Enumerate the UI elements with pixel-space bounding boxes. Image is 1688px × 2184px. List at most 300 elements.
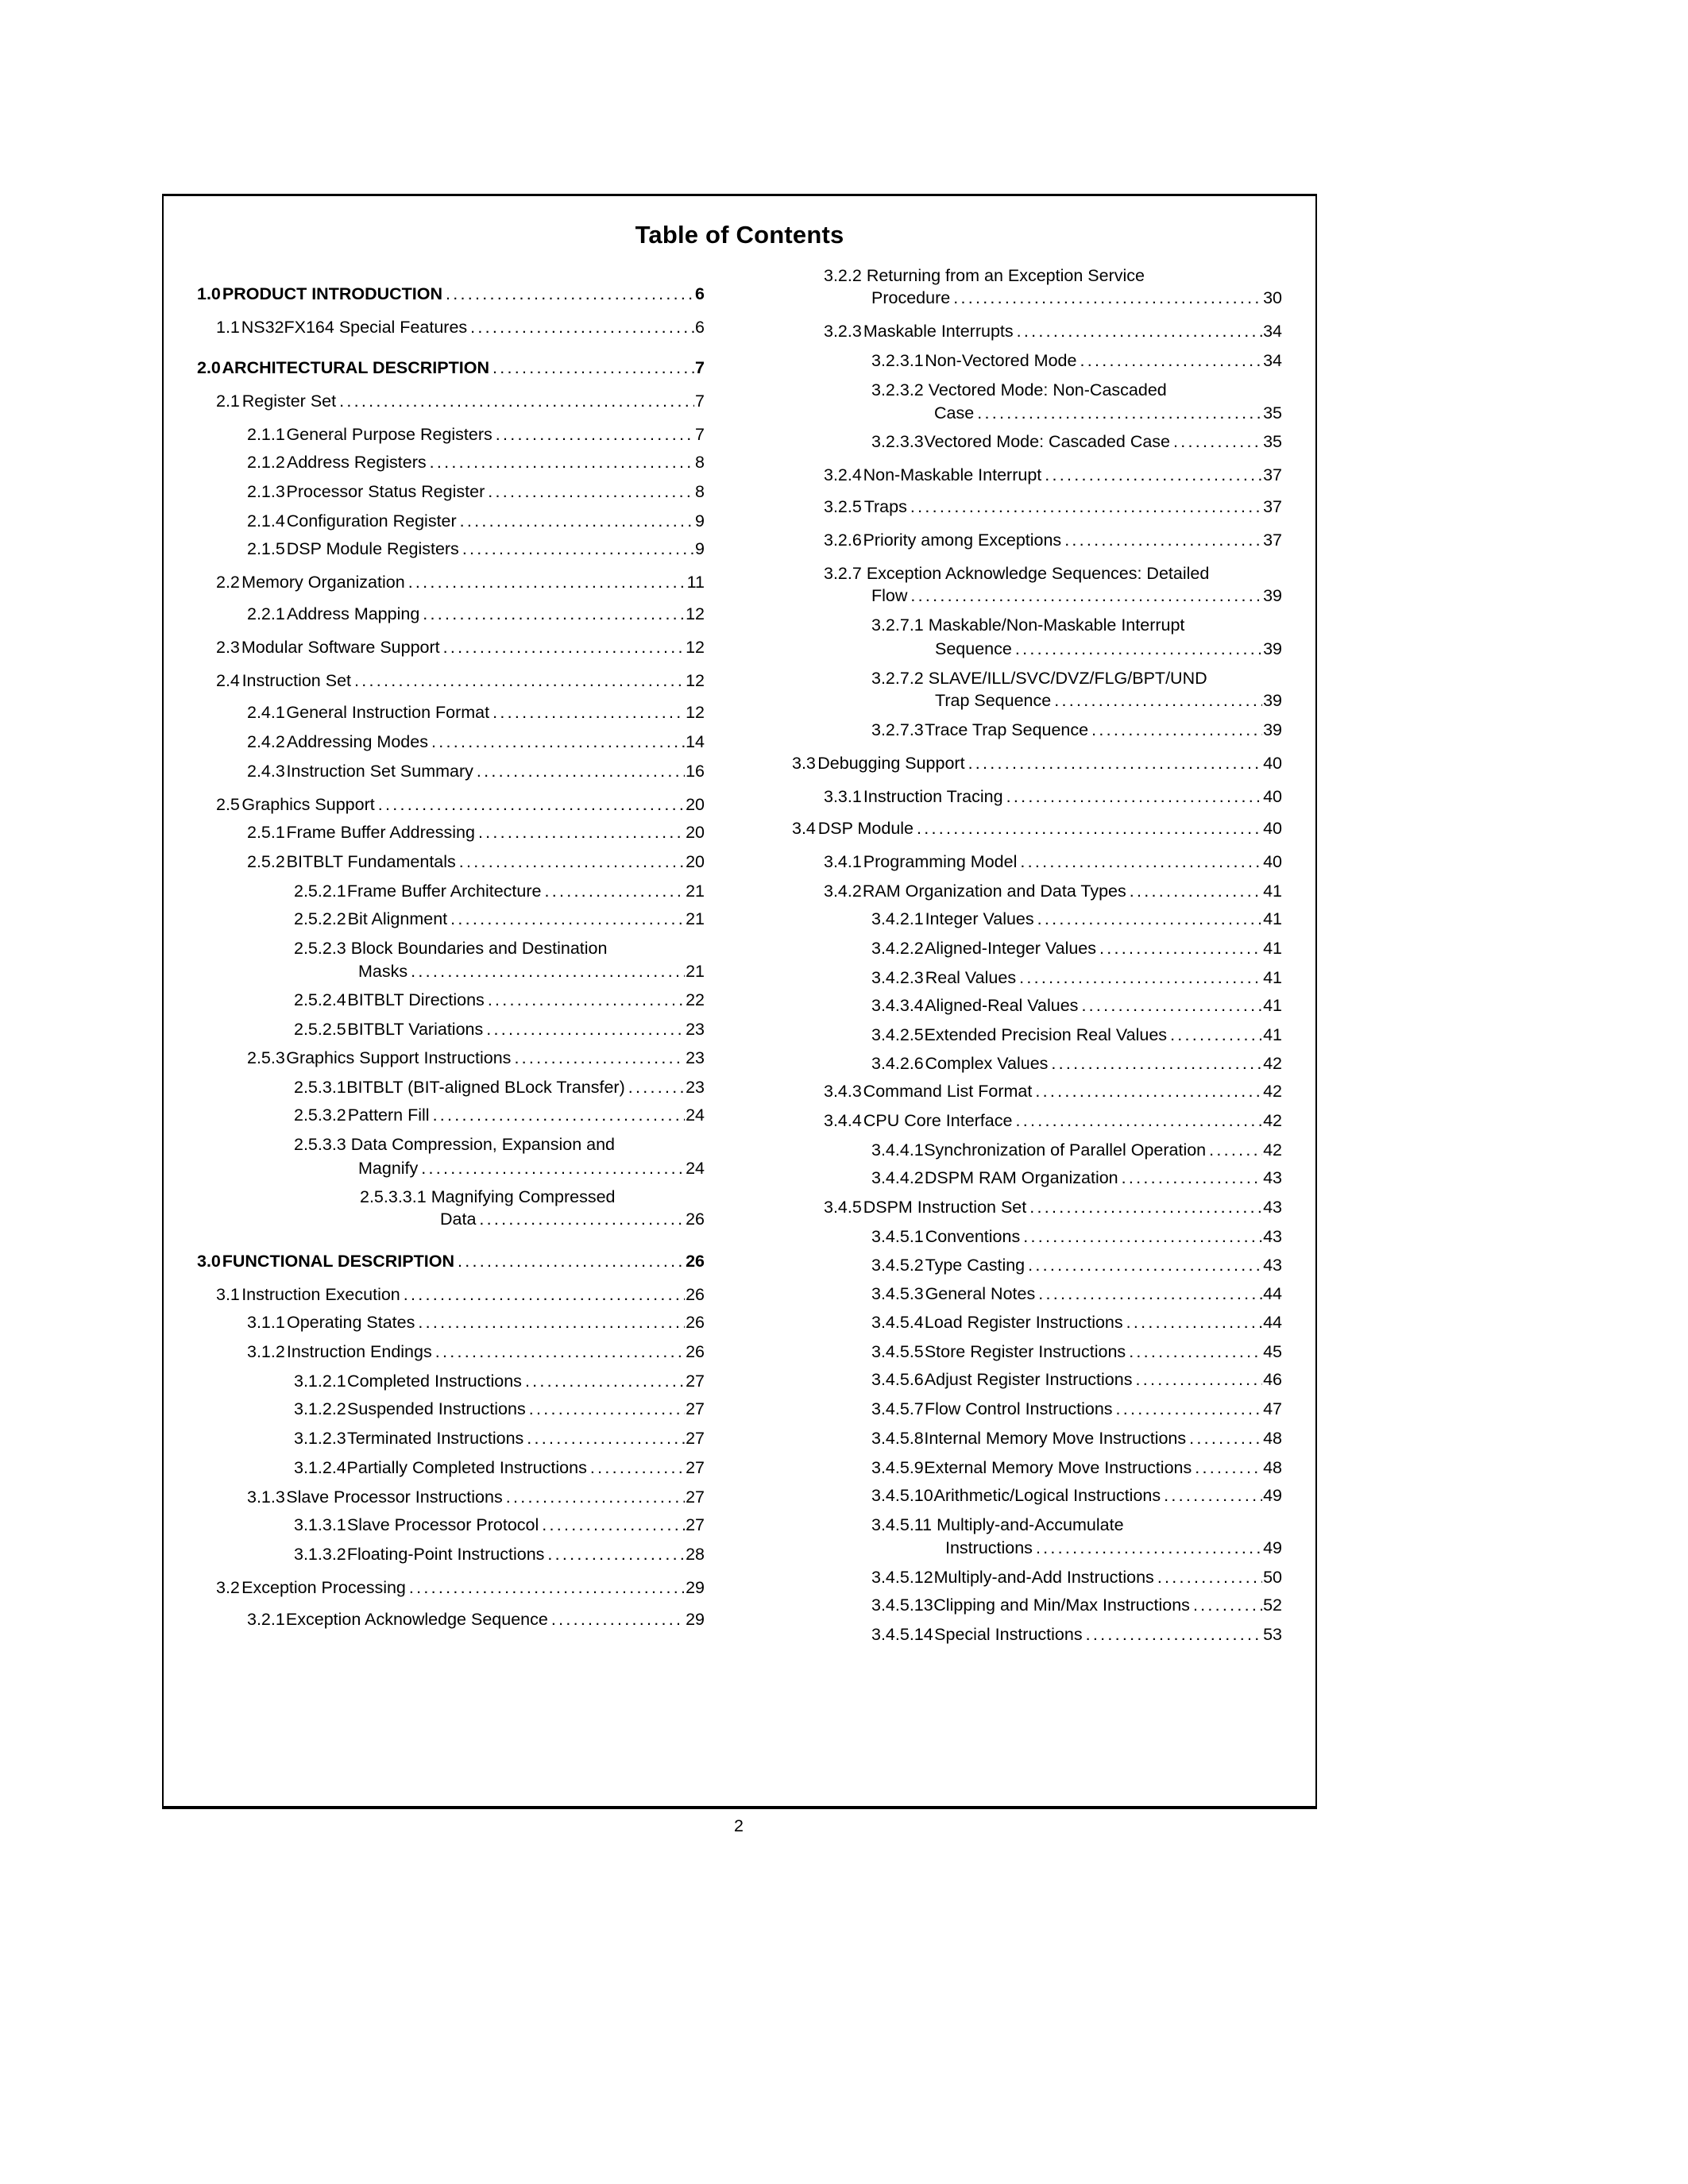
page-ref: 26 [686, 1342, 705, 1361]
section-title: Instruction Endings [286, 1342, 432, 1361]
page-ref: 7 [695, 425, 705, 444]
page-ref: 12 [686, 604, 705, 623]
page-ref: 37 [1263, 497, 1282, 516]
page-ref: 45 [1263, 1342, 1282, 1361]
section-title: Vectored Mode: Cascaded Case [924, 432, 1171, 451]
section-number: 3.4.5.5 [871, 1342, 924, 1361]
section-title: Returning from an Exception Service [866, 266, 1145, 285]
page-ref: 12 [686, 671, 705, 690]
page-ref: 23 [686, 1020, 705, 1039]
dot-leader [1193, 1595, 1262, 1615]
toc-entry[interactable] [247, 538, 705, 559]
toc-entry[interactable] [871, 938, 1282, 959]
page-ref: 30 [1263, 288, 1282, 307]
dot-leader [486, 1019, 685, 1040]
section-number: 2.5.3.1 [294, 1078, 346, 1097]
toc-entry[interactable] [871, 1255, 1282, 1275]
toc-entry[interactable] [247, 1312, 705, 1333]
section-title: Flow Control Instructions [924, 1399, 1113, 1418]
page-ref: 43 [1263, 1168, 1282, 1187]
section-number: 3.4 [792, 819, 816, 838]
section-number: 3.4.5.8 [871, 1429, 924, 1448]
section-number: 2.5.3 [247, 1048, 285, 1067]
toc-entry[interactable] [824, 530, 1282, 550]
toc-entry[interactable] [871, 1515, 1282, 1535]
section-number: 3.2.3.2 [871, 380, 924, 399]
dot-leader [1080, 350, 1262, 371]
page-ref: 22 [686, 990, 705, 1009]
section-title: Aligned-Real Values [925, 996, 1079, 1015]
dot-leader [1017, 321, 1262, 341]
toc-entry[interactable] [792, 818, 1282, 839]
page-ref: 40 [1263, 852, 1282, 871]
toc-entry[interactable] [247, 604, 705, 624]
section-number: 3.4.2.6 [871, 1054, 924, 1073]
section-number: 3.2.3 [824, 322, 862, 341]
toc-entry[interactable] [216, 572, 705, 592]
section-title: Slave Processor Protocol [346, 1515, 539, 1534]
section-number: 3.1.2.4 [294, 1458, 346, 1477]
page-ref: 14 [686, 732, 705, 751]
page-ref: 48 [1263, 1458, 1282, 1477]
section-number: 2.5.2.1 [294, 882, 346, 901]
page-ref: 23 [686, 1078, 705, 1097]
dot-leader [1189, 1428, 1262, 1449]
toc-entry[interactable] [294, 881, 705, 901]
dot-leader [1195, 1457, 1262, 1478]
dot-leader [1157, 1567, 1262, 1588]
section-title: DSP Module Registers [286, 539, 459, 558]
section-title: Suspended Instructions [347, 1399, 526, 1418]
section-title: Debugging Support [817, 754, 965, 773]
dot-leader [443, 637, 685, 658]
dot-leader [910, 496, 1262, 517]
section-number: 2.0 [197, 358, 221, 377]
toc-entry[interactable] [871, 720, 1282, 740]
toc-entry[interactable] [294, 1019, 705, 1040]
toc-entry[interactable] [294, 1515, 705, 1535]
dot-leader [450, 909, 685, 929]
dot-leader [547, 1544, 685, 1565]
section-number: 2.1 [216, 392, 240, 411]
section-title: Exception Processing [241, 1578, 406, 1597]
toc-entry[interactable] [247, 761, 705, 781]
section-number: 2.4 [216, 671, 240, 690]
dot-leader [459, 851, 685, 872]
section-title-continued: Magnify [358, 1159, 419, 1178]
toc-entry[interactable] [871, 431, 1282, 452]
page-ref: 26 [686, 1252, 705, 1271]
page-ref: 20 [686, 823, 705, 842]
dot-leader [1091, 720, 1262, 740]
dot-leader [421, 1158, 685, 1179]
page-ref: 29 [686, 1610, 705, 1629]
page-ref: 42 [1263, 1082, 1282, 1101]
page-ref: 40 [1263, 819, 1282, 838]
page-ref: 43 [1263, 1256, 1282, 1275]
toc-entry[interactable] [247, 702, 705, 723]
section-title: Processor Status Register [286, 482, 485, 501]
page-ref: 27 [686, 1429, 705, 1448]
toc-entry[interactable] [871, 1624, 1282, 1645]
toc-entry-continuation[interactable] [440, 1209, 705, 1229]
section-number: 2.4.2 [247, 732, 285, 751]
section-title: Adjust Register Instructions [924, 1370, 1133, 1389]
toc-entry[interactable] [871, 1283, 1282, 1304]
toc-entry[interactable] [871, 1140, 1282, 1160]
dot-leader [544, 881, 685, 901]
section-number: 3.1.1 [247, 1313, 285, 1332]
page-ref: 26 [686, 1313, 705, 1332]
toc-entry[interactable] [824, 563, 1282, 584]
toc-entry[interactable] [247, 1341, 705, 1362]
section-title: General Purpose Registers [286, 425, 492, 444]
section-number: 3.4.2 [824, 882, 862, 901]
dot-leader [458, 1251, 685, 1271]
toc-entry[interactable] [216, 317, 705, 338]
toc-entry[interactable] [247, 822, 705, 843]
page-ref: 39 [1263, 639, 1282, 658]
toc-entry[interactable] [871, 1457, 1282, 1478]
toc-entry[interactable] [824, 851, 1282, 872]
section-title: Non-Maskable Interrupt [863, 465, 1042, 484]
toc-entry[interactable] [871, 1369, 1282, 1390]
dot-leader [1130, 881, 1262, 901]
toc-entry[interactable] [871, 995, 1282, 1016]
toc-entry[interactable] [360, 1187, 705, 1207]
section-number: 3.2.2 [824, 266, 862, 285]
dot-leader [628, 1077, 685, 1098]
section-title: Clipping and Min/Max Instructions [933, 1596, 1190, 1615]
dot-leader [1051, 1053, 1262, 1074]
dot-leader [339, 391, 694, 411]
toc-entry[interactable] [871, 350, 1282, 371]
toc-entry-continuation[interactable] [934, 403, 1282, 423]
section-title: NS32FX164 Special Features [241, 318, 468, 337]
section-title: Programming Model [863, 852, 1018, 871]
section-number: 3.2.7.1 [871, 615, 924, 635]
page-ref: 12 [686, 638, 705, 657]
toc-entry[interactable] [216, 670, 705, 691]
page-ref: 42 [1263, 1140, 1282, 1160]
toc-entry-continuation[interactable] [358, 1158, 705, 1179]
section-number: 3.2.5 [824, 497, 862, 516]
toc-entry[interactable] [294, 1399, 705, 1419]
section-number: 2.5.3.3.1 [360, 1187, 427, 1206]
page-ref: 46 [1263, 1370, 1282, 1389]
section-title: Instruction Set [241, 671, 352, 690]
section-title: BITBLT Fundamentals [286, 852, 456, 871]
dot-leader [409, 1577, 685, 1598]
section-number: 3.2.7.3 [871, 720, 924, 739]
section-number: 2.4.1 [247, 703, 285, 722]
page-ref: 50 [1263, 1568, 1282, 1587]
toc-entry[interactable] [871, 380, 1282, 400]
page-ref: 16 [686, 762, 705, 781]
toc-entry-continuation[interactable] [871, 287, 1282, 308]
toc-entry[interactable] [216, 391, 705, 411]
dot-leader [1006, 786, 1263, 807]
toc-entry[interactable] [871, 1567, 1282, 1588]
section-number: 2.1.1 [247, 425, 285, 444]
page-ref: 34 [1263, 351, 1282, 370]
dot-leader [1170, 1024, 1262, 1045]
section-number: 3.4.3.4 [871, 996, 924, 1015]
section-title: DSPM Instruction Set [863, 1198, 1027, 1217]
toc-entry[interactable] [294, 938, 705, 959]
toc-entry[interactable] [216, 1577, 705, 1598]
toc-entry-continuation[interactable] [358, 961, 705, 982]
dot-leader [917, 818, 1262, 839]
toc-entry[interactable] [871, 1595, 1282, 1615]
page-ref: 41 [1263, 996, 1282, 1015]
dot-leader [977, 403, 1262, 423]
toc-entry[interactable] [871, 1399, 1282, 1419]
toc-entry-continuation[interactable] [945, 1538, 1282, 1558]
dot-leader [910, 585, 1262, 606]
section-title: Magnifying Compressed [431, 1187, 616, 1206]
dot-leader [1064, 530, 1262, 550]
dot-leader [411, 961, 685, 982]
toc-entry[interactable] [871, 1312, 1282, 1333]
section-title: Exception Acknowledge Sequences: Detailed [866, 564, 1210, 583]
dot-leader [1029, 1197, 1262, 1217]
page-ref: 41 [1263, 939, 1282, 958]
dot-leader [506, 1487, 685, 1507]
section-number: 3.4.5.6 [871, 1370, 924, 1389]
toc-entry[interactable] [792, 753, 1282, 774]
dot-leader [1122, 1167, 1262, 1188]
dot-leader [488, 990, 685, 1010]
toc-entry[interactable] [247, 1609, 705, 1630]
toc-entry[interactable] [824, 1081, 1282, 1102]
toc-entry[interactable] [294, 1371, 705, 1391]
dot-leader [514, 1048, 685, 1068]
toc-entry[interactable] [824, 1197, 1282, 1217]
page-ref: 41 [1263, 882, 1282, 901]
page-ref: 11 [686, 573, 705, 592]
section-title: DSPM RAM Organization [924, 1168, 1118, 1187]
dot-leader [431, 731, 685, 752]
section-number: 1.0 [197, 284, 221, 303]
section-title-continued: Flow [871, 586, 908, 605]
section-title: Instruction Tracing [863, 787, 1003, 806]
section-number: 3.3.1 [824, 787, 862, 806]
section-number: 3.1.2.1 [294, 1372, 346, 1391]
page-ref: 40 [1263, 787, 1282, 806]
toc-entry[interactable] [824, 465, 1282, 485]
section-title: Bit Alignment [347, 909, 448, 928]
section-title: Configuration Register [286, 511, 457, 531]
section-title: Maskable Interrupts [863, 322, 1014, 341]
section-title: Store Register Instructions [924, 1342, 1126, 1361]
dot-leader [590, 1457, 685, 1478]
page-ref: 49 [1263, 1486, 1282, 1505]
toc-entry[interactable] [824, 265, 1282, 286]
dot-leader [418, 1312, 685, 1333]
page-ref: 40 [1263, 754, 1282, 773]
toc-entry[interactable] [824, 496, 1282, 517]
page-ref: 34 [1263, 322, 1282, 341]
page-ref: 7 [695, 392, 705, 411]
section-title: Address Mapping [286, 604, 420, 623]
section-title: Non-Vectored Mode [925, 351, 1077, 370]
section-title: Terminated Instructions [347, 1429, 524, 1448]
toc-entry[interactable] [871, 1053, 1282, 1074]
page-ref: 20 [686, 795, 705, 814]
section-number: 2.5.2.2 [294, 909, 346, 928]
section-number: 3.1.2 [247, 1342, 285, 1361]
toc-entry[interactable] [247, 731, 705, 752]
toc-entry[interactable] [197, 1251, 705, 1271]
toc-entry[interactable] [294, 1105, 705, 1125]
toc-entry[interactable] [247, 511, 705, 531]
section-number: 3.1 [216, 1285, 240, 1304]
section-number: 3.4.5.11 [871, 1515, 933, 1534]
toc-entry[interactable] [871, 1341, 1282, 1362]
toc-entry[interactable] [871, 967, 1282, 988]
page-ref: 21 [686, 882, 705, 901]
section-title: General Instruction Format [286, 703, 490, 722]
section-title: PRODUCT INTRODUCTION [222, 284, 443, 303]
section-title: SLAVE/ILL/SVC/DVZ/FLG/BPT/UND [928, 669, 1207, 688]
toc-entry-continuation[interactable] [871, 585, 1282, 606]
section-title: FUNCTIONAL DESCRIPTION [222, 1252, 454, 1271]
dot-leader [1023, 1226, 1262, 1247]
section-number: 3.4.5.1 [871, 1227, 924, 1246]
page-ref: 29 [686, 1578, 705, 1597]
section-title: Exception Acknowledge Sequence [285, 1610, 548, 1629]
toc-entry[interactable] [871, 1024, 1282, 1045]
toc-entry[interactable] [247, 424, 705, 445]
toc-entry[interactable] [247, 452, 705, 473]
toc-entry-continuation[interactable] [935, 639, 1282, 659]
page-ref: 8 [695, 453, 705, 472]
dot-leader [477, 761, 685, 781]
dot-leader [492, 357, 694, 378]
page-ref: 49 [1263, 1538, 1282, 1557]
toc-entry[interactable] [294, 1428, 705, 1449]
section-number: 3.4.5.12 [871, 1568, 933, 1587]
toc-entry[interactable] [871, 1167, 1282, 1188]
toc-entry[interactable] [247, 481, 705, 502]
toc-entry[interactable] [871, 909, 1282, 929]
toc-entry[interactable] [871, 1485, 1282, 1506]
page-ref: 6 [695, 318, 705, 337]
toc-entry[interactable] [247, 1048, 705, 1068]
section-number: 3.4.5.14 [871, 1625, 933, 1644]
toc-entry[interactable] [294, 909, 705, 929]
section-title: Graphics Support [241, 795, 375, 814]
dot-leader [478, 822, 685, 843]
toc-entry[interactable] [247, 851, 705, 872]
dot-leader [430, 452, 694, 473]
page-ref: 41 [1263, 1025, 1282, 1044]
section-number: 2.5.3.2 [294, 1106, 346, 1125]
page-ref: 7 [695, 358, 705, 377]
toc-entry[interactable] [197, 357, 705, 378]
toc-entry[interactable] [871, 1428, 1282, 1449]
section-title: Register Set [241, 392, 337, 411]
section-number: 2.1.2 [247, 453, 285, 472]
toc-entry[interactable] [294, 990, 705, 1010]
section-number: 3.4.5.2 [871, 1256, 924, 1275]
section-number: 2.5.2.4 [294, 990, 346, 1009]
dot-leader [462, 538, 694, 559]
toc-entry-continuation[interactable] [935, 690, 1282, 711]
section-title: Trace Trap Sequence [925, 720, 1089, 739]
toc-entry[interactable] [247, 1487, 705, 1507]
dot-leader [953, 287, 1262, 308]
section-title: Addressing Modes [286, 732, 428, 751]
toc-entry[interactable] [871, 668, 1282, 689]
section-number: 3.2 [216, 1578, 240, 1597]
section-title-continued: Procedure [871, 288, 951, 307]
section-title-continued: Data [440, 1210, 477, 1229]
dot-leader [435, 1341, 685, 1362]
toc-entry[interactable] [871, 1226, 1282, 1247]
section-title: Multiply-and-Add Instructions [933, 1568, 1154, 1587]
section-title: Memory Organization [241, 573, 405, 592]
toc-entry[interactable] [294, 1134, 705, 1155]
dot-leader [496, 424, 694, 445]
toc-entry[interactable] [216, 794, 705, 815]
dot-leader [1173, 431, 1262, 452]
section-number: 3.1.3.1 [294, 1515, 346, 1534]
section-title: Command List Format [863, 1082, 1033, 1101]
section-title: BITBLT Variations [347, 1020, 484, 1039]
page-ref: 37 [1263, 465, 1282, 484]
toc-entry[interactable] [824, 786, 1282, 807]
section-title: Arithmetic/Logical Instructions [933, 1486, 1161, 1505]
section-number: 3.4.2.2 [871, 939, 924, 958]
page-ref: 39 [1263, 720, 1282, 739]
section-number: 2.5.2 [247, 852, 285, 871]
page-ref: 27 [686, 1515, 705, 1534]
dot-leader [529, 1399, 685, 1419]
page-ref: 47 [1263, 1399, 1282, 1418]
section-title: Priority among Exceptions [863, 531, 1062, 550]
dot-leader [1036, 1538, 1262, 1558]
section-title: Operating States [287, 1313, 415, 1332]
section-title: Address Registers [286, 453, 427, 472]
section-number: 3.2.1 [247, 1610, 285, 1629]
page-ref: 53 [1263, 1625, 1282, 1644]
section-title: Slave Processor Instructions [286, 1488, 503, 1507]
toc-entry[interactable] [871, 615, 1282, 635]
section-title: Partially Completed Instructions [346, 1458, 587, 1477]
toc-entry[interactable] [216, 637, 705, 658]
page-ref: 27 [686, 1458, 705, 1477]
section-title: Frame Buffer Addressing [286, 823, 475, 842]
toc-entry[interactable] [294, 1457, 705, 1478]
toc-entry[interactable] [216, 1284, 705, 1305]
toc-entry[interactable] [824, 1110, 1282, 1131]
dot-leader [1129, 1341, 1262, 1362]
toc-entry[interactable] [824, 321, 1282, 341]
dot-leader [1015, 639, 1262, 659]
toc-entry[interactable] [824, 881, 1282, 901]
section-number: 3.2.4 [824, 465, 862, 484]
toc-entry[interactable] [294, 1077, 705, 1098]
toc-entry[interactable] [197, 284, 705, 304]
page-ref: 9 [695, 511, 705, 531]
toc-entry[interactable] [294, 1544, 705, 1565]
section-number: 3.0 [197, 1252, 221, 1271]
section-number: 3.4.5 [824, 1198, 862, 1217]
page-ref: 6 [695, 284, 705, 303]
dot-leader [527, 1428, 685, 1449]
